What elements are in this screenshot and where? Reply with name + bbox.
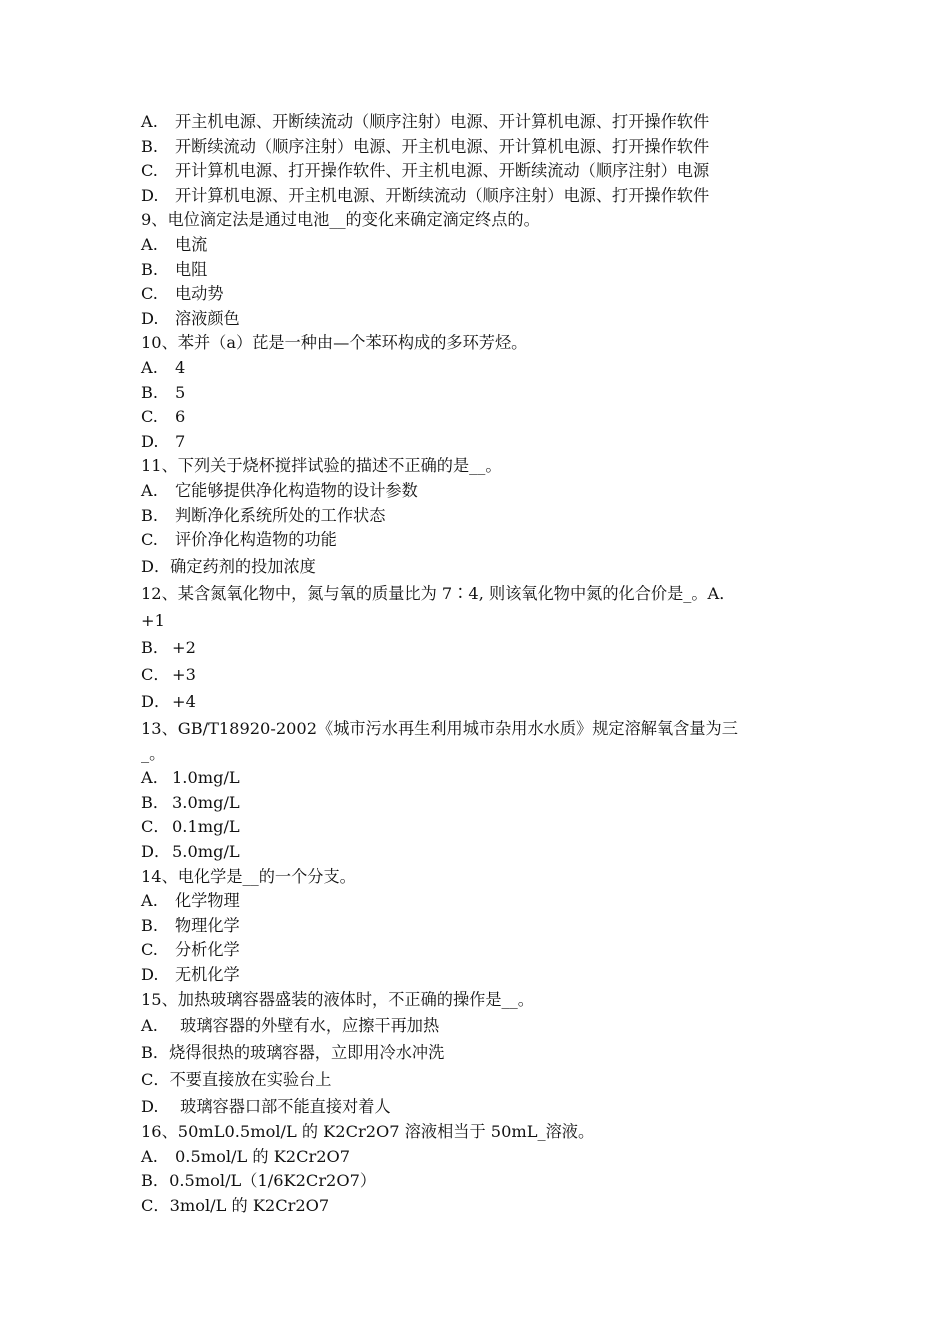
text-line	[141, 1093, 809, 1120]
option-label: D．	[141, 691, 171, 711]
text-line	[141, 528, 809, 553]
option-label: D.	[141, 1097, 159, 1117]
text-line	[141, 430, 809, 455]
option-label: B.	[141, 505, 159, 525]
option-text: 5.0mg/L	[172, 842, 240, 862]
text-line	[141, 135, 809, 160]
option-label: C.	[141, 284, 158, 304]
question-text: _。	[141, 743, 166, 763]
option-label: C.	[141, 407, 158, 427]
question-text: C．不要直接放在实验台上	[141, 1070, 332, 1090]
option-text: 判断净化系统所处的工作状态	[175, 505, 386, 525]
text-line	[141, 1120, 809, 1145]
option-text: 玻璃容器口部不能直接对着人	[175, 1097, 391, 1117]
option-text: 6	[175, 407, 186, 427]
text-line	[141, 479, 809, 504]
option-label: B．	[141, 637, 170, 657]
text-line	[141, 815, 809, 840]
option-label: B．	[141, 792, 170, 812]
text-line	[141, 688, 809, 715]
option-text: 溶液颜色	[175, 308, 240, 328]
option-text: 1.0mg/L	[172, 768, 240, 788]
text-line	[141, 791, 809, 816]
option-label: C.	[141, 161, 158, 181]
text-line	[141, 331, 809, 356]
text-line	[141, 159, 809, 184]
text-line	[141, 889, 809, 914]
option-text: 分析化学	[175, 940, 240, 960]
option-text: +4	[172, 691, 196, 711]
question-text: B．0.5mol/L（1/6K2Cr2O7）	[141, 1171, 377, 1191]
text-line	[141, 233, 809, 258]
option-label: B.	[141, 382, 159, 402]
question-text: 9、电位滴定法是通过电池__的变化来确定滴定终点的。	[141, 210, 540, 230]
option-label: A.	[141, 112, 158, 131]
option-label: B.	[141, 915, 159, 935]
question-text: 16、50mL0.5mol/L 的 K2Cr2O7 溶液相当于 50mL_溶液。	[141, 1122, 595, 1142]
option-label: A.	[141, 891, 158, 911]
option-text: 7	[175, 431, 186, 451]
option-text: 开计算机电源、打开操作软件、开主机电源、开断续流动（顺序注射）电源	[175, 161, 710, 181]
option-label: A.	[141, 1016, 158, 1036]
option-text: 5	[175, 382, 186, 402]
text-line	[141, 1066, 809, 1093]
option-label: C．	[141, 817, 170, 837]
text-line	[141, 661, 809, 688]
text-line	[141, 1012, 809, 1039]
text-line	[141, 634, 809, 661]
question-text: 14、电化学是__的一个分支。	[141, 866, 356, 886]
option-text: 开断续流动（顺序注射）电源、开主机电源、开计算机电源、打开操作软件	[175, 136, 710, 156]
question-text: 13、GB/T18920-2002《城市污水再生利用城市杂用水水质》规定溶解氧含量为三	[141, 718, 738, 738]
text-line	[141, 282, 809, 307]
option-text: 0.1mg/L	[172, 817, 240, 837]
option-text: +3	[172, 664, 196, 684]
text-line	[141, 1145, 809, 1170]
text-line	[141, 184, 809, 209]
text-line	[141, 1194, 809, 1219]
option-text: 0.5mol/L 的 K2Cr2O7	[175, 1146, 351, 1166]
text-line	[141, 580, 809, 607]
text-line	[141, 988, 809, 1013]
option-text: 电动势	[175, 284, 224, 304]
question-text: 12、某含氮氧化物中，氮与氧的质量比为 7∶4, 则该氧化物中氮的化合价是_。A．	[141, 583, 736, 603]
text-line	[141, 307, 809, 332]
option-label: A.	[141, 234, 158, 254]
text-line	[141, 356, 809, 381]
question-text: C．3mol/L 的 K2Cr2O7	[141, 1196, 330, 1215]
option-label: C．	[141, 664, 170, 684]
option-label: D.	[141, 965, 159, 985]
option-text: 4	[175, 357, 186, 377]
option-text: 电流	[175, 234, 208, 254]
option-text: 物理化学	[175, 915, 240, 935]
option-label: D.	[141, 185, 159, 205]
text-line	[141, 607, 809, 634]
option-label: A.	[141, 1146, 158, 1166]
option-text: 电阻	[175, 259, 208, 279]
text-line	[141, 963, 809, 988]
option-text: 评价净化构造物的功能	[175, 530, 337, 550]
question-text: 11、下列关于烧杯搅拌试验的描述不正确的是__。	[141, 456, 502, 476]
option-label: B.	[141, 259, 159, 279]
option-text: 3.0mg/L	[172, 792, 240, 812]
text-line	[141, 938, 809, 963]
option-label: A.	[141, 357, 158, 377]
question-text: B．烧得很热的玻璃容器，立即用冷水冲洗	[141, 1043, 445, 1063]
question-text: D．确定药剂的投加浓度	[141, 556, 316, 576]
option-label: D．	[141, 842, 171, 862]
question-text: +1	[141, 610, 165, 630]
text-line	[141, 454, 809, 479]
text-line	[141, 1039, 809, 1066]
text-line	[141, 865, 809, 890]
option-text: 开计算机电源、开主机电源、开断续流动（顺序注射）电源、打开操作软件	[175, 185, 710, 205]
text-line	[141, 766, 809, 791]
option-text: 开主机电源、开断续流动（顺序注射）电源、开计算机电源、打开操作软件	[175, 112, 710, 131]
option-label: B.	[141, 136, 159, 156]
text-line	[141, 504, 809, 529]
option-label: D.	[141, 431, 159, 451]
text-line	[141, 110, 809, 135]
option-label: C.	[141, 530, 158, 550]
option-text: 化学物理	[175, 891, 240, 911]
document-page	[141, 110, 809, 1219]
question-text: 15、加热玻璃容器盛装的液体时，不正确的操作是__。	[141, 989, 534, 1009]
option-text: 无机化学	[175, 965, 240, 985]
text-line	[141, 258, 809, 283]
option-label: A.	[141, 480, 158, 500]
option-label: D.	[141, 308, 159, 328]
text-line	[141, 381, 809, 406]
question-text: 10、苯并（a）芘是一种由—个苯环构成的多环芳烃。	[141, 333, 528, 353]
option-label: A．	[141, 768, 169, 788]
text-line	[141, 840, 809, 865]
text-line	[141, 553, 809, 580]
option-text: 它能够提供净化构造物的设计参数	[175, 480, 418, 500]
option-text: 玻璃容器的外壁有水，应擦干再加热	[175, 1016, 440, 1036]
text-line	[141, 715, 809, 742]
text-line	[141, 405, 809, 430]
option-text: +2	[172, 637, 196, 657]
text-line	[141, 742, 809, 767]
option-label: C.	[141, 940, 158, 960]
text-line	[141, 1169, 809, 1194]
text-line	[141, 208, 809, 233]
text-line	[141, 914, 809, 939]
